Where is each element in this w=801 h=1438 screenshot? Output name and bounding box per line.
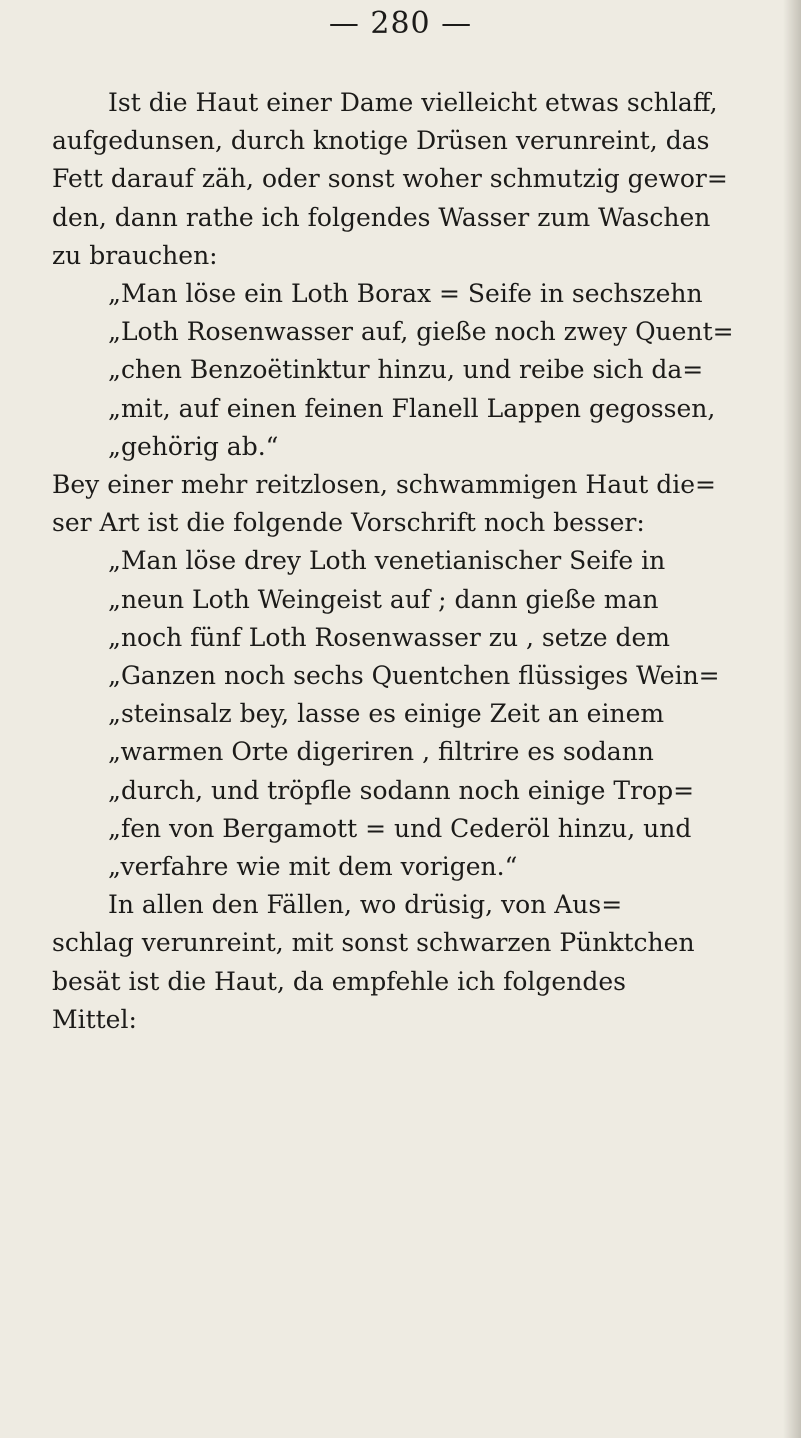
- text-line: „chen Benzoëtinktur hinzu, und reibe sich da=: [108, 355, 704, 385]
- page-edge-shadow: [783, 0, 801, 1438]
- text-line: „Man löse ein Loth Borax = Seife in sechszehn: [108, 279, 703, 309]
- text-line: In allen den Fällen, wo drüsig, von Aus=: [108, 890, 623, 920]
- text-line: zu brauchen:: [52, 240, 218, 270]
- text-line: „gehörig ab.“: [108, 431, 279, 461]
- text-line: „durch, und tröpfle sodann noch einige Trop=: [108, 775, 695, 805]
- text-line: „steinsalz bey, lasse es einige Zeit an einem: [108, 699, 665, 729]
- text-line: Bey einer mehr reitzlosen, schwammigen Haut die=: [52, 470, 716, 500]
- text-line: ser Art ist die folgende Vorschrift noch besser:: [52, 508, 645, 538]
- text-line: Mittel:: [52, 1004, 137, 1034]
- text-line: Fett darauf zäh, oder sonst woher schmutzig gewor=: [52, 164, 728, 194]
- text-line: „mit, auf einen feinen Flanell Lappen gegossen,: [108, 393, 716, 423]
- text-line: „noch fünf Loth Rosenwasser zu , setze dem: [108, 622, 671, 652]
- text-line: „warmen Orte digeriren , filtrire es sodann: [108, 737, 654, 767]
- text-line: „neun Loth Weingeist auf ; dann gieße man: [108, 584, 659, 614]
- text-line: „verfahre wie mit dem vorigen.“: [108, 852, 518, 882]
- body-text: [52, 84, 747, 1039]
- text-line: Ist die Haut einer Dame vielleicht etwas schlaff,: [108, 88, 718, 117]
- text-line: besät ist die Haut, da empfehle ich folgendes: [52, 966, 626, 996]
- text-line: aufgedunsen, durch knotige Drüsen verunreint, das: [52, 126, 710, 156]
- text-line: schlag verunreint, mit sonst schwarzen Pünktchen: [52, 928, 695, 958]
- text-line: „Loth Rosenwasser auf, gieße noch zwey Quent=: [108, 317, 734, 347]
- text-line: „fen von Bergamott = und Cederöl hinzu, und: [108, 813, 692, 843]
- text-line: „Man löse drey Loth venetianischer Seife in: [108, 546, 666, 576]
- page-number: — 280 —: [328, 6, 473, 41]
- text-line: „Ganzen noch sechs Quentchen flüssiges Wein=: [108, 661, 720, 691]
- text-line: den, dann rathe ich folgendes Wasser zum Waschen: [52, 202, 711, 232]
